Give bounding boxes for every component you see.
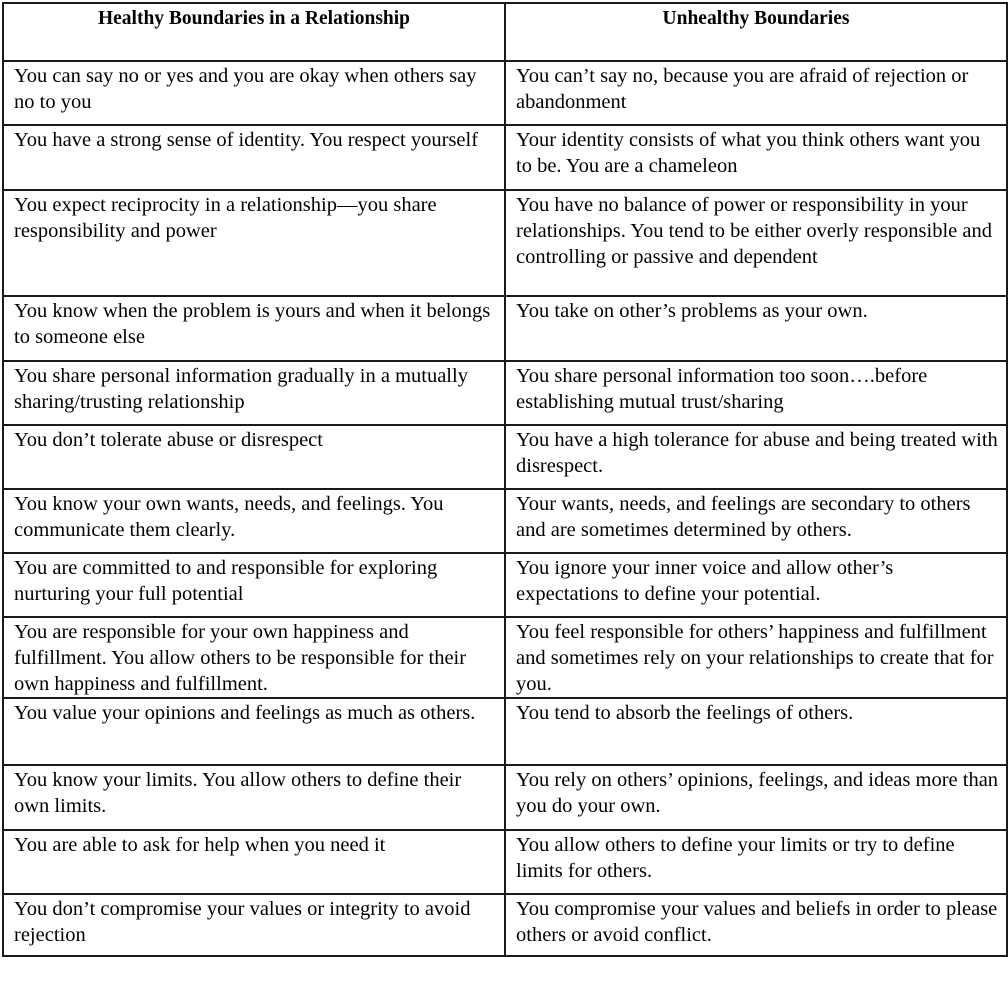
table-row <box>3 894 1007 956</box>
unhealthy-cell: You ignore your inner voice and allow other’s expectations to define your potential. <box>505 553 1007 617</box>
unhealthy-cell: You tend to absorb the feelings of others. <box>505 698 1007 765</box>
table-row <box>3 830 1007 894</box>
healthy-cell: You don’t compromise your values or integrity to avoid rejection <box>3 894 505 956</box>
healthy-cell: You are committed to and responsible for exploring nurturing your full potential <box>3 553 505 617</box>
healthy-cell: You are responsible for your own happiness and fulfillment. You allow others to be responsible for their own happiness and fulfillment. <box>3 617 505 698</box>
unhealthy-cell: You feel responsible for others’ happiness and fulfillment and sometimes rely on your relationships to create that for you. <box>505 617 1007 698</box>
table-row <box>3 61 1007 125</box>
unhealthy-cell: Your wants, needs, and feelings are secondary to others and are sometimes determined by others. <box>505 489 1007 553</box>
table-row <box>3 489 1007 553</box>
unhealthy-cell: You share personal information too soon….before establishing mutual trust/sharing <box>505 361 1007 425</box>
unhealthy-cell: You allow others to define your limits or try to define limits for others. <box>505 830 1007 894</box>
table-row <box>3 125 1007 190</box>
healthy-cell: You share personal information gradually in a mutually sharing/trusting relationship <box>3 361 505 425</box>
table-row <box>3 361 1007 425</box>
healthy-cell: You know your limits. You allow others to define their own limits. <box>3 765 505 830</box>
table-row <box>3 698 1007 765</box>
healthy-cell: You can say no or yes and you are okay when others say no to you <box>3 61 505 125</box>
table-row <box>3 296 1007 361</box>
document-page <box>2 2 1006 957</box>
healthy-cell: You have a strong sense of identity. You respect yourself <box>3 125 505 190</box>
healthy-cell: You are able to ask for help when you need it <box>3 830 505 894</box>
boundaries-table <box>2 2 1008 957</box>
healthy-cell: You don’t tolerate abuse or disrespect <box>3 425 505 489</box>
unhealthy-cell: You compromise your values and beliefs in order to please others or avoid conflict. <box>505 894 1007 956</box>
unhealthy-cell: You rely on others’ opinions, feelings, and ideas more than you do your own. <box>505 765 1007 830</box>
header-row <box>3 3 1007 61</box>
healthy-cell: You value your opinions and feelings as much as others. <box>3 698 505 765</box>
table-row <box>3 190 1007 296</box>
unhealthy-cell: You have no balance of power or responsibility in your relationships. You tend to be either overly responsible and controlling or passive and dependent <box>505 190 1007 296</box>
header-unhealthy: Unhealthy Boundaries <box>505 3 1007 61</box>
table-row <box>3 765 1007 830</box>
header-healthy: Healthy Boundaries in a Relationship <box>3 3 505 61</box>
healthy-cell: You know when the problem is yours and when it belongs to someone else <box>3 296 505 361</box>
healthy-cell: You expect reciprocity in a relationship—you share responsibility and power <box>3 190 505 296</box>
unhealthy-cell: You can’t say no, because you are afraid of rejection or abandonment <box>505 61 1007 125</box>
unhealthy-cell: Your identity consists of what you think others want you to be. You are a chameleon <box>505 125 1007 190</box>
table-row <box>3 617 1007 698</box>
unhealthy-cell: You have a high tolerance for abuse and being treated with disrespect. <box>505 425 1007 489</box>
table-row <box>3 553 1007 617</box>
unhealthy-cell: You take on other’s problems as your own. <box>505 296 1007 361</box>
healthy-cell: You know your own wants, needs, and feelings. You communicate them clearly. <box>3 489 505 553</box>
table-row <box>3 425 1007 489</box>
